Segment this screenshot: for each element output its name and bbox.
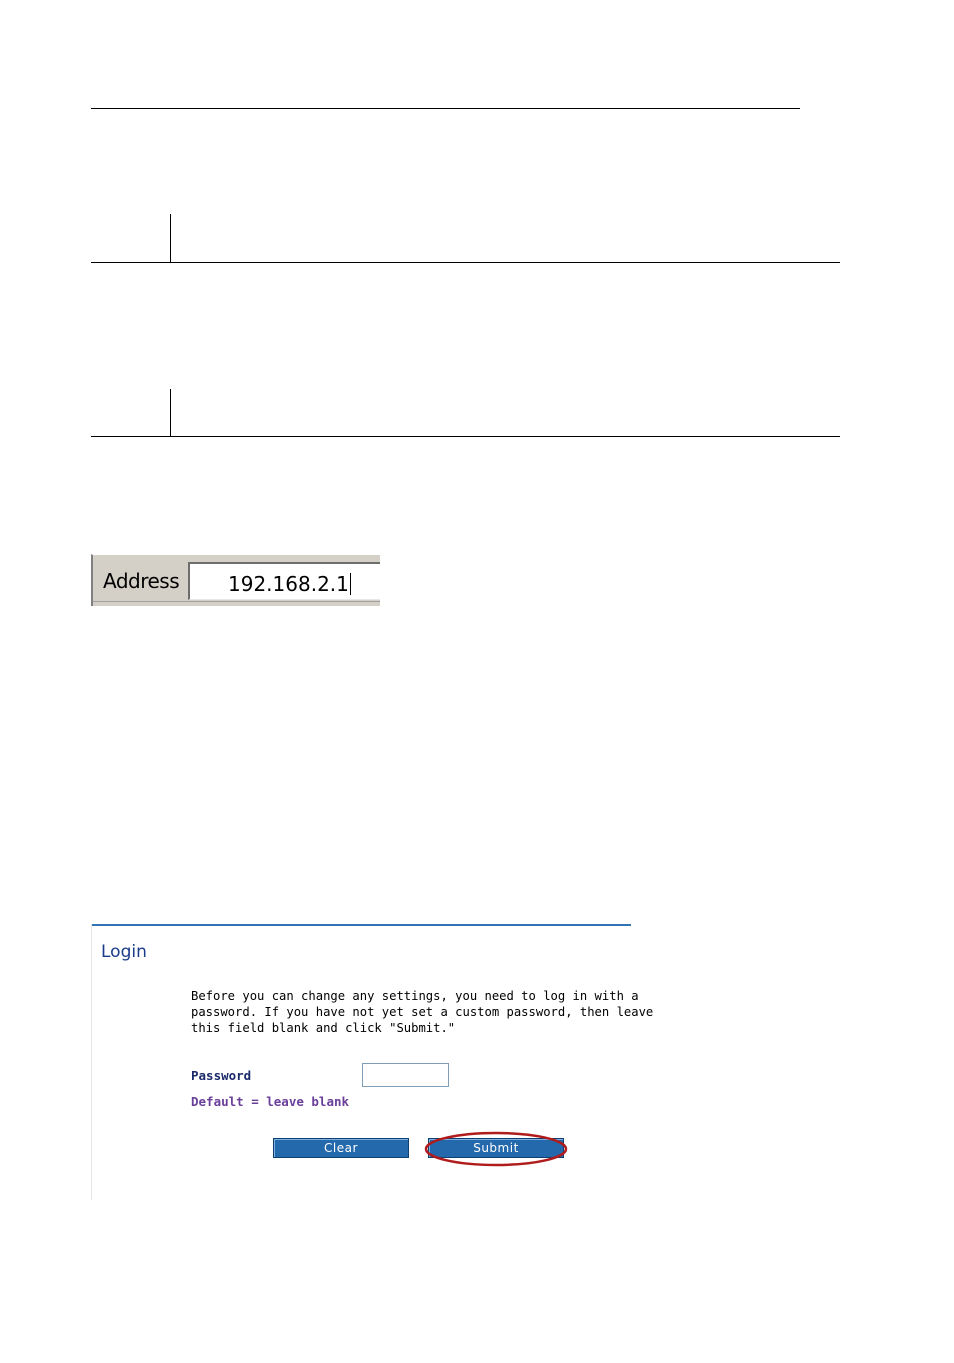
address-label: Address — [103, 569, 180, 593]
address-value — [228, 572, 351, 596]
login-panel — [91, 924, 654, 1200]
password-label: Password — [191, 1068, 252, 1083]
section-divider — [91, 436, 840, 437]
password-input[interactable] — [362, 1063, 449, 1087]
address-bar-bottom-edge — [93, 601, 380, 606]
login-header-line — [92, 924, 631, 926]
header-rule — [91, 108, 800, 109]
submit-highlight-ellipse — [423, 1131, 569, 1167]
text-caret — [350, 573, 351, 595]
section-divider — [91, 262, 840, 263]
section-divider-vertical — [170, 214, 171, 262]
password-default-hint: Default = leave blank — [191, 1094, 350, 1109]
description-line: password. If you have not yet set a custom password, then leave — [191, 1005, 654, 1019]
login-title: Login — [101, 942, 147, 962]
address-input[interactable] — [188, 562, 380, 600]
clear-button[interactable]: Clear — [273, 1138, 409, 1158]
description-line: Before you can change any settings, you need to log in with a — [191, 989, 639, 1003]
login-description — [191, 988, 654, 1036]
submit-button[interactable]: Submit — [428, 1138, 564, 1158]
address-text: 192.168.2.1 — [228, 572, 349, 596]
section-divider-vertical — [170, 389, 171, 437]
browser-address-bar — [91, 554, 380, 606]
description-line: this field blank and click "Submit." — [191, 1021, 456, 1035]
